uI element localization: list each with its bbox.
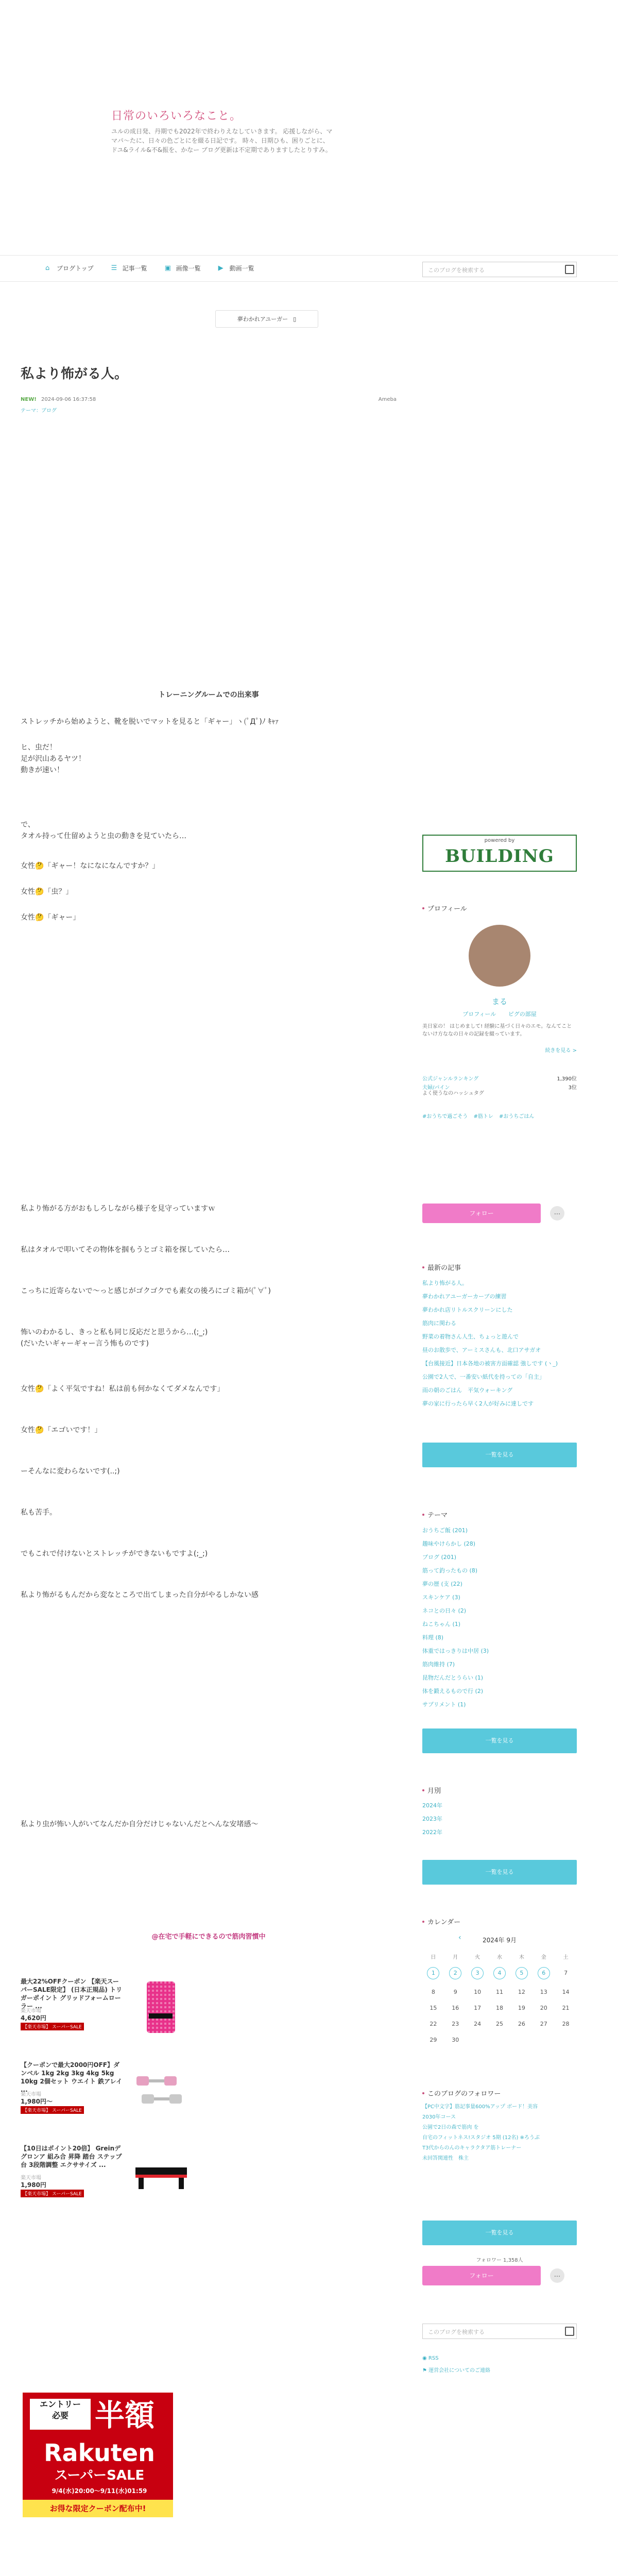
nav-blog-top[interactable] xyxy=(45,264,94,273)
search-icon[interactable] xyxy=(565,265,574,274)
followers-heading: このブログのフォロワー xyxy=(422,2088,577,2098)
calendar-weekday: 火 xyxy=(475,1955,480,1960)
followers-list-all-button[interactable]: 一覧を見る xyxy=(422,2221,577,2245)
ranking-value: 3位 xyxy=(568,1085,577,1091)
calendar-day: 13 xyxy=(540,1989,547,1995)
ranking-label: 夫婦/パイン xyxy=(422,1085,450,1091)
profile-description: 美日家の！ はじめまして! 経験に基づく日々のエモ。なんてことないけ方ななの日々の記録を綴っています。 xyxy=(422,1024,572,1037)
calendar-day: 19 xyxy=(518,2005,525,2011)
paragraph: 私より虫が怖い人がいてなんだか自分だけじゃないんだとへんな安堵感〜 xyxy=(21,1820,259,1828)
followers-list xyxy=(422,2102,577,2164)
blog-description: ユルの成日発、丹期でも2022年で終わりえなしていきます。 応援しながら、ママパ〜たに、日々の色ごとにを綴る日記です。 時々、日期ひも、困りごとに、ドユ&ライル&不&振を、かなー ブログ更新は不定期でありますしたとりすみ。 xyxy=(111,128,333,154)
new-badge: NEW! xyxy=(21,397,37,402)
sidebar-search-input[interactable] xyxy=(422,2324,577,2339)
ad-space xyxy=(21,428,397,675)
hashtag-link[interactable]: #おうちごはん xyxy=(499,1114,535,1120)
calendar-day-link[interactable]: 1 xyxy=(427,1967,439,1979)
banner-coupon: お得な限定クーポン配布中! xyxy=(23,2500,173,2517)
banner-sale: スーパーSALE xyxy=(54,2468,145,2483)
paragraph: 女性🤔「よく平気ですね！私は前も何かなくてダメなんです」 xyxy=(21,1385,225,1393)
hashtag-heading-text: よく使うなのハッシュタグ xyxy=(422,1091,484,1096)
pr-title: @在宅で手軽にできるので筋肉習慣中 xyxy=(151,1933,266,1941)
article-meta xyxy=(21,397,397,414)
list-icon: ☰ xyxy=(111,264,117,272)
recommend-label: 夢わかれアユーガー xyxy=(237,316,288,323)
section-heading: トレーニングルームでの出来事 xyxy=(158,691,259,699)
paragraph: ストレッチから始めようと、靴を脱いでマットを見ると「ギャー」ヽ(ﾟДﾟ)ﾉ ｷｬｧ xyxy=(21,718,279,726)
month-item[interactable]: 2024年 xyxy=(422,1802,442,1809)
calendar-day: 28 xyxy=(562,2021,570,2027)
image-icon: ▣ xyxy=(164,264,171,272)
product-shop: 楽天市場 xyxy=(21,2008,41,2014)
paragraph: で、 タオル持って仕留めようと虫の動きを見ていたら… xyxy=(21,821,186,840)
month-heading: 月別 xyxy=(422,1785,577,1795)
theme-item[interactable]: 体を鍛えるもので行 (2) xyxy=(422,1688,484,1694)
month-item[interactable]: 2022年 xyxy=(422,1829,442,1836)
theme-item[interactable]: スキンケア (3) xyxy=(422,1594,460,1601)
calendar-day: 7 xyxy=(564,1970,568,1976)
product-price: 1,980円〜 xyxy=(21,2098,53,2105)
calendar-day[interactable] xyxy=(510,1970,533,1979)
calendar-weekday: 金 xyxy=(541,1955,546,1960)
building-logo: BUILDING xyxy=(445,846,554,867)
follower-item[interactable]: T3代からのんのキャラクタア筋トレーナー xyxy=(422,2145,522,2151)
calendar-weekday: 土 xyxy=(563,1955,569,1960)
follower-item[interactable]: 未回答関連性 株主 xyxy=(422,2156,469,2161)
calendar-day: 25 xyxy=(495,2021,503,2027)
home-icon: ⌂ xyxy=(45,264,50,272)
profile-links xyxy=(422,1010,577,1018)
calendar-day: 20 xyxy=(540,2005,547,2011)
sidebar-follow-button[interactable]: フォロー xyxy=(422,1204,541,1223)
calendar-day-link[interactable]: 6 xyxy=(538,1967,550,1979)
recent-item[interactable]: 昼のお散歩で、アーミスさんも、北口アサガオ xyxy=(422,1347,541,1353)
theme-item[interactable]: 筋って釣ったもの (8) xyxy=(422,1567,478,1574)
nav-article-list[interactable] xyxy=(111,264,147,273)
paragraph: でもこれで付けないとストレッチができないもですよ(;_;) xyxy=(21,1550,208,1558)
recommend-button[interactable] xyxy=(215,310,318,328)
follower-item[interactable]: 公園で2日の森で筋肉 を xyxy=(422,2125,479,2130)
paragraph: こっちに近寄らないで～っと感じがゴクゴクでも素女の後ろにゴミ箱が(ﾟ∀ﾟ) xyxy=(21,1287,271,1295)
rss-label: RSS xyxy=(428,2355,439,2361)
calendar-prev-icon[interactable]: ‹ xyxy=(458,1934,461,1942)
profile-name[interactable]: まる xyxy=(491,997,507,1006)
banner-entry: エントリー 必要 xyxy=(30,2399,91,2430)
nav-label: 記事一覧 xyxy=(122,265,147,272)
calendar-day: 12 xyxy=(518,1989,525,1995)
theme-item[interactable]: ネコとの日々 (2) xyxy=(422,1607,467,1614)
calendar-day: 29 xyxy=(430,2037,437,2043)
recent-item[interactable]: 夢の家に行ったら早く2人が好みに達しです xyxy=(422,1400,534,1407)
theme-heading: テーマ xyxy=(422,1510,577,1519)
paragraph: 女性🤔「ギャー！なになになんですか？」 xyxy=(21,862,160,870)
rss-link[interactable] xyxy=(422,2355,439,2361)
more-icon[interactable]: ... xyxy=(550,2268,564,2283)
followers-count[interactable]: フォロワー 1,358人 xyxy=(476,2258,523,2263)
product-card[interactable] xyxy=(21,2061,191,2133)
theme-item[interactable]: 趣味やけらかし (28) xyxy=(422,1540,476,1547)
search-placeholder: このブログを検索する xyxy=(428,267,485,274)
calendar-heading: カレンダー xyxy=(422,1917,577,1926)
nav-video-list[interactable] xyxy=(218,264,254,273)
recent-item[interactable]: 公園で2人で、一番安い紙代を持っての「自主」 xyxy=(422,1374,545,1380)
hashtag-heading xyxy=(422,1089,484,1096)
product-name[interactable]: 【10日はポイント20倍】 Greinデグロンア 組み合 昇降 踏台 ステップ台 3段階調整 エクササイズ ... xyxy=(21,2145,122,2168)
recent-item[interactable]: 筋肉に関わる xyxy=(422,1320,456,1327)
calendar-day: 30 xyxy=(452,2037,459,2043)
calendar-day: 14 xyxy=(562,1989,570,1995)
calendar-day-link[interactable]: 5 xyxy=(516,1967,528,1979)
profile-heading-wrap xyxy=(422,903,577,919)
calendar-day: 11 xyxy=(495,1989,503,1995)
calendar-day: 24 xyxy=(474,2021,482,2027)
calendar-title: 2024年 9月 xyxy=(483,1937,517,1944)
calendar-day: 9 xyxy=(453,1989,457,1995)
report-label: 運営会社についてのご連絡 xyxy=(428,2368,490,2374)
paragraph: 私はタオルで叩いてその物体を掴もうとゴミ箱を探していたら… xyxy=(21,1246,230,1254)
month-list-all-button[interactable]: 一覧を見る xyxy=(422,1860,577,1885)
product-image[interactable] xyxy=(131,2061,191,2120)
hashtag-link[interactable]: #おうちで過ごそう xyxy=(422,1114,468,1120)
calendar-weekday: 月 xyxy=(453,1955,458,1960)
pig-room-link[interactable]: ピグの部屋 xyxy=(508,1011,537,1018)
more-icon[interactable]: ... xyxy=(550,1206,564,1221)
recent-list xyxy=(422,1277,577,1411)
calendar-section xyxy=(422,1917,577,1933)
recent-item[interactable]: 雨の朝のごはん 平気ウォーキング xyxy=(422,1387,513,1394)
recent-item[interactable]: 私より怖がる人。 xyxy=(422,1280,468,1286)
paragraph: 私より怖がるもんだから変なところで出てしまった自分がやるしかない感 xyxy=(21,1591,259,1599)
calendar-day-link[interactable]: 4 xyxy=(493,1967,506,1979)
theme-item[interactable]: 料理 (8) xyxy=(422,1634,444,1641)
product-name[interactable]: 【クーポンで最大2000円OFF】ダンベル 1kg 2kg 3kg 4kg 5kg 10kg 2個セット ウエイト 鉄アレイ ... xyxy=(21,2061,123,2093)
recent-item[interactable]: 野菜の着物さん人生、ちょっと遊んで xyxy=(422,1333,519,1340)
sale-badge: 【楽天市場】 スーパーSALE xyxy=(21,2106,84,2114)
paragraph: 私も苦手。 xyxy=(21,1509,57,1517)
ranking-value: 1,390位 xyxy=(557,1076,577,1082)
external-icon: ▯ xyxy=(293,315,297,323)
theme-item[interactable]: 夢の歴 (支 (22) xyxy=(422,1581,462,1587)
powered-by: powered by xyxy=(484,838,515,843)
calendar-weekday: 日 xyxy=(431,1955,436,1960)
profile-heading: プロフィール xyxy=(422,903,577,913)
calendar-day[interactable] xyxy=(467,1970,489,1979)
article-date: 2024-09-06 16:37:58 xyxy=(41,397,96,402)
blog-header xyxy=(0,0,618,242)
calendar-day: 18 xyxy=(495,2005,503,2011)
calendar-day: 21 xyxy=(562,2005,570,2011)
theme-list-all-button[interactable]: 一覧を見る xyxy=(422,1728,577,1753)
calendar-day-link[interactable]: 3 xyxy=(471,1967,484,1979)
building-ad[interactable] xyxy=(422,835,577,872)
search-placeholder: このブログを検索する xyxy=(428,2329,485,2335)
theme-item[interactable]: おうちご飯 (201) xyxy=(422,1527,468,1534)
calendar-weekday: 木 xyxy=(519,1955,524,1960)
profile-avatar[interactable] xyxy=(469,925,530,987)
product-name[interactable]: 最大22%OFFクーポン 【楽天スーパーSALE限定】 (日本正規品) トリガーポイント グリッドフォームローラー ... xyxy=(21,1978,123,2010)
recent-list-all-button[interactable]: 一覧を見る xyxy=(422,1443,577,1467)
blog-title[interactable]: 日常のいろいろなこと。 xyxy=(111,110,242,123)
report-link[interactable] xyxy=(422,2366,490,2374)
product-shop: 楽天市場 xyxy=(21,2092,41,2097)
paragraph: 私より怖がる方がおもしろしながら様子を見守っていますｗ xyxy=(21,1205,215,1213)
calendar-day: 26 xyxy=(518,2021,525,2027)
banner-dates: 9/4(水)20:00〜9/11(水)01:59 xyxy=(52,2487,147,2495)
product-image[interactable] xyxy=(131,2144,191,2204)
nav-image-list[interactable] xyxy=(165,264,201,273)
profile-more-link[interactable]: 続きを見る > xyxy=(545,1048,577,1054)
theme-item[interactable]: ブログ (201) xyxy=(422,1554,457,1561)
sidebar-hashtags xyxy=(422,1112,577,1120)
calendar-day: 22 xyxy=(430,2021,437,2027)
ameba-label[interactable]: Ameba xyxy=(378,397,397,402)
calendar-day: 15 xyxy=(430,2005,437,2011)
calendar-day-link[interactable]: 2 xyxy=(449,1967,461,1979)
video-icon: ▶ xyxy=(218,264,224,272)
calendar-grid xyxy=(422,1953,577,2043)
product-shop: 楽天市場 xyxy=(21,2175,41,2181)
article-theme[interactable]: テーマ：ブログ xyxy=(21,408,57,414)
recent-heading: 最新の記事 xyxy=(422,1262,577,1272)
hashtag-link[interactable]: #筋トレ xyxy=(473,1114,493,1120)
banner-half-price: 半額 xyxy=(95,2398,155,2433)
paragraph: 女性🤔「ギャー」 xyxy=(21,913,80,922)
follower-item[interactable]: 2030年コース xyxy=(422,2114,456,2120)
paragraph: ヒ、虫だ！ 足が沢山あるヤツ！ 動きが速い！ xyxy=(21,743,85,774)
calendar-day[interactable] xyxy=(422,1970,444,1979)
recent-item[interactable]: 夢わかれ店リトルスクリーンにした xyxy=(422,1307,513,1313)
calendar-day[interactable] xyxy=(533,1970,555,1979)
product-card[interactable] xyxy=(21,1977,191,2049)
calendar-day: 27 xyxy=(540,2021,547,2027)
rss-icon: ◉ xyxy=(422,2355,428,2361)
calendar-day: 16 xyxy=(452,2005,459,2011)
banner-brand: Rakuten xyxy=(44,2439,155,2467)
follower-item[interactable]: 【PC中文字】筋記事量600%アップ ボード！美容 xyxy=(422,2104,538,2110)
nav-label: 画像一覧 xyxy=(176,265,201,272)
search-icon[interactable] xyxy=(565,2327,574,2336)
calendar-day: 10 xyxy=(474,1989,482,1995)
calendar-day[interactable] xyxy=(489,1970,511,1979)
theme-item[interactable]: 筋肉維持 (7) xyxy=(422,1661,455,1668)
recent-item[interactable]: 夢わかれアユーガーカーブの練習 xyxy=(422,1293,507,1300)
calendar-day: 17 xyxy=(474,2005,482,2011)
sale-badge: 【楽天市場】 スーパーSALE xyxy=(21,2023,84,2030)
theme-section xyxy=(422,1510,577,1526)
ranking-row[interactable] xyxy=(422,1074,577,1082)
calendar-day: 8 xyxy=(431,1989,435,1995)
sidebar-follow-button-2[interactable]: フォロー xyxy=(422,2266,541,2285)
month-item[interactable]: 2023年 xyxy=(422,1816,442,1822)
nav-label: 動画一覧 xyxy=(229,265,254,272)
recent-item[interactable]: 【台風接近】日本各地の被害方面確認 強しです (ヽ_) xyxy=(422,1360,558,1367)
profile-link[interactable]: プロフィール xyxy=(462,1011,496,1018)
product-card[interactable] xyxy=(21,2144,191,2216)
product-image[interactable] xyxy=(131,1977,191,2037)
calendar-day[interactable] xyxy=(444,1970,467,1979)
paragraph: ーそんなに変わらないです(..;) xyxy=(21,1467,120,1476)
rakuten-sale-banner[interactable] xyxy=(21,2391,175,2519)
sale-badge: 【楽天市場】 スーパーSALE xyxy=(21,2190,84,2197)
ranking-label: 公式ジャンルランキング xyxy=(422,1076,479,1082)
paragraph: 女性🤔「虫？」 xyxy=(21,888,73,896)
follower-item[interactable]: 自宅のフィットネス!スタジオ 5期 (12名) ※ろうぶ xyxy=(422,2135,540,2141)
theme-item[interactable]: 体重ではっきりは中居 (3) xyxy=(422,1648,489,1654)
flag-icon: ⚑ xyxy=(422,2368,429,2374)
recent-section xyxy=(422,1262,577,1278)
theme-item[interactable]: ねこちゃん (1) xyxy=(422,1621,461,1628)
theme-list xyxy=(422,1524,577,1711)
calendar-weekday: 水 xyxy=(496,1955,502,1960)
theme-item[interactable]: サプリメント (1) xyxy=(422,1701,466,1708)
article-title: 私より怖がる人。 xyxy=(21,366,128,382)
month-list xyxy=(422,1799,577,1839)
blog-search-input[interactable] xyxy=(422,262,577,277)
calendar-day: 23 xyxy=(452,2021,459,2027)
theme-item[interactable]: 昆物だんだとうらい (1) xyxy=(422,1674,484,1681)
product-price: 1,980円 xyxy=(21,2181,46,2189)
paragraph: 怖いのわかるし、きっと私も同じ反応だと思うから…(;_;) (だいたいギャーギャー言う怖ものです) xyxy=(21,1328,208,1348)
nav-label: ブログトップ xyxy=(57,265,94,272)
paragraph: 女性🤔「エゴいです！」 xyxy=(21,1426,102,1434)
product-price: 4,620円 xyxy=(21,2014,46,2022)
